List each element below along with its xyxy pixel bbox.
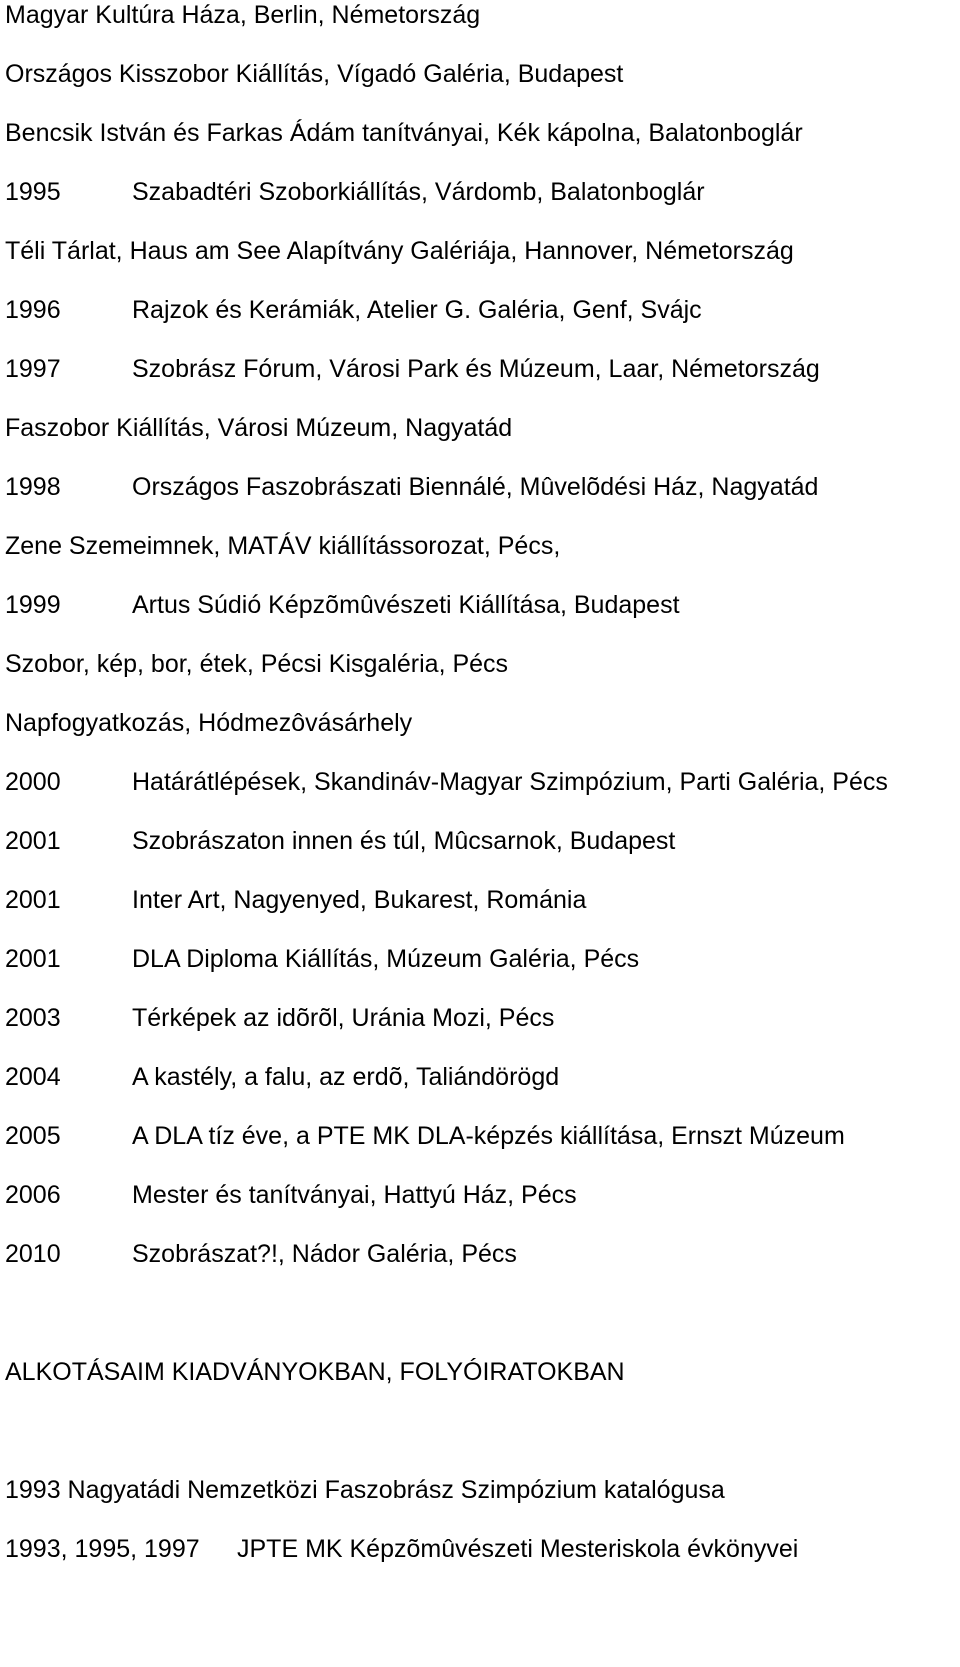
exhibition-text: Szobrászat?!, Nádor Galéria, Pécs (132, 1240, 517, 1268)
exhibition-text: Szobrász Fórum, Városi Park és Múzeum, Laar, Németország (132, 355, 820, 383)
exhibition-text: Inter Art, Nagyenyed, Bukarest, Románia (132, 886, 587, 914)
exhibition-text: Téli Tárlat, Haus am See Alapítvány Galériája, Hannover, Németország (5, 237, 794, 265)
exhibition-line (5, 0, 480, 30)
exhibition-year: 2001 (5, 886, 61, 914)
exhibition-year: 1999 (5, 591, 61, 619)
exhibition-year: 2004 (5, 1063, 61, 1091)
exhibition-text: DLA Diploma Kiállítás, Múzeum Galéria, Pécs (132, 945, 640, 973)
exhibition-year: 2001 (5, 827, 61, 855)
exhibition-line (5, 413, 512, 443)
exhibition-text: Magyar Kultúra Háza, Berlin, Németország (5, 1, 481, 29)
exhibition-year: 1998 (5, 473, 61, 501)
publication-line (5, 1475, 725, 1505)
exhibition-line (5, 649, 508, 679)
exhibition-year: 1996 (5, 296, 61, 324)
exhibition-line (5, 59, 623, 89)
section-heading: ALKOTÁSAIM KIADVÁNYOKBAN, FOLYÓIRATOKBAN (5, 1358, 625, 1386)
exhibition-text: A kastély, a falu, az erdõ, Taliándörögd (132, 1063, 560, 1091)
exhibition-text: Artus Súdió Képzõmûvészeti Kiállítása, Budapest (132, 591, 680, 619)
exhibition-text: Országos Faszobrászati Biennálé, Mûvelõdési Ház, Nagyatád (132, 473, 819, 501)
exhibition-line (5, 708, 412, 738)
exhibition-year: 2003 (5, 1004, 61, 1032)
exhibition-year: 1995 (5, 178, 61, 206)
exhibition-text: Országos Kisszobor Kiállítás, Vígadó Galéria, Budapest (5, 60, 624, 88)
exhibition-text: Szobor, kép, bor, étek, Pécsi Kisgaléria, Pécs (5, 650, 509, 678)
exhibition-text: Mester és tanítványai, Hattyú Ház, Pécs (132, 1181, 577, 1209)
exhibition-line (5, 236, 794, 266)
exhibition-text: A DLA tíz éve, a PTE MK DLA-képzés kiállítása, Ernszt Múzeum (132, 1122, 845, 1150)
exhibition-text: Szobrászaton innen és túl, Mûcsarnok, Budapest (132, 827, 676, 855)
exhibition-text: Napfogyatkozás, Hódmezôvásárhely (5, 709, 413, 737)
exhibition-line (5, 531, 560, 561)
exhibition-year: 1997 (5, 355, 61, 383)
exhibition-text: Rajzok és Kerámiák, Atelier G. Galéria, Genf, Svájc (132, 296, 702, 324)
exhibition-text: Zene Szemeimnek, MATÁV kiállítássorozat, Pécs, (5, 532, 561, 560)
exhibition-year: 2001 (5, 945, 61, 973)
exhibition-year: 2005 (5, 1122, 61, 1150)
exhibition-text: Bencsik István és Farkas Ádám tanítványai, Kék kápolna, Balatonboglár (5, 119, 803, 147)
publication-text: JPTE MK Képzõmûvészeti Mesteriskola évkönyvei (237, 1535, 799, 1563)
exhibition-year: 2000 (5, 768, 61, 796)
exhibition-text: Határátlépések, Skandináv-Magyar Szimpózium, Parti Galéria, Pécs (132, 768, 888, 796)
exhibition-year: 2010 (5, 1240, 61, 1268)
exhibition-text: Faszobor Kiállítás, Városi Múzeum, Nagyatád (5, 414, 513, 442)
publication-years: 1993, 1995, 1997 (5, 1535, 200, 1563)
exhibition-text: Térképek az idõrõl, Uránia Mozi, Pécs (132, 1004, 555, 1032)
exhibition-line (5, 118, 803, 148)
exhibition-text: Szabadtéri Szoborkiállítás, Várdomb, Balatonboglár (132, 178, 705, 206)
publication-text: 1993 Nagyatádi Nemzetközi Faszobrász Szimpózium katalógusa (5, 1476, 725, 1504)
exhibition-year: 2006 (5, 1181, 61, 1209)
